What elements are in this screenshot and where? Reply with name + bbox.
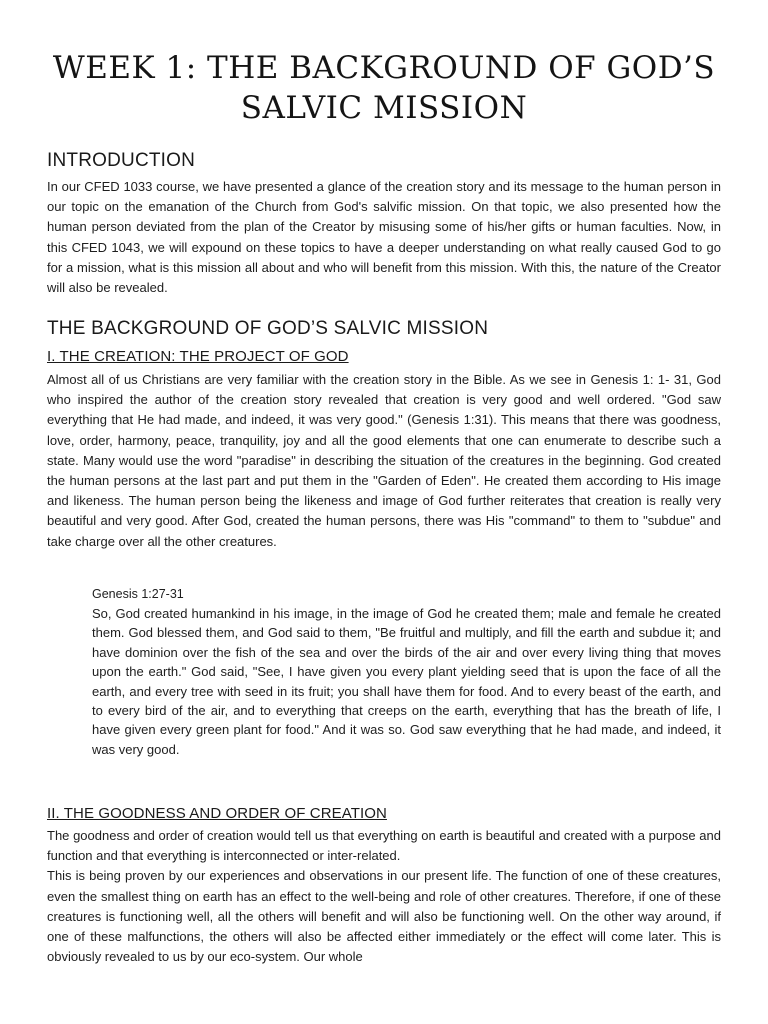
goodness-text-2: This is being proven by our experiences and observations in our present life. The function of one of these creatures, even the smallest thing on earth has an effect to the well-being and role of other creatures. Therefore, if one of these creatures is functioning well, all the others will benefit and will also be functioning well. On the other way around, if one of these malfunctions, the others will also be affected either immediately or the effect will come later. This is obviously revealed to us by our eco-system. Our whole [47,868,721,965]
creation-paragraph: Almost all of us Christians are very familiar with the creation story in the Bible. As we see in Genesis 1: 1- 31, God who inspired the author of the creation story revealed that creation is very good and well ordered. "God saw everything that He had made, and indeed, it was very good." (Genesis 1:31). This means that there was goodness, love, order, harmony, peace, tranquility, joy and all the good elements that one can enumerate to describe such a state. Many would use the word "paradise" in describing the situation of the creatures in the beginning. God created the human persons at the last part and put them in the "Garden of Eden". He created them according to His image and likeness. The human person being the likeness and image of God further reiterates that creation is really very beautiful and very good. After God, created the human persons, there was His "command" to them to "subdue" and take charge over all the other creatures. [47,372,721,549]
introduction-paragraph: In our CFED 1033 course, we have presented a glance of the creation story and its message to the human person in our topic on the emanation of the Church from God's salvific mission. On that topic, we also presented how the human person deviated from the plan of the Creator by misusing some of his/her gifts or human faculties. Now, in this CFED 1043, we will expound on these topics to have a deeper understanding on what really caused God to go for a mission, what is this mission all about and who will benefit from this mission. With this, the nature of the Creator will also be revealed. [47,179,721,296]
page-title: WEEK 1: THE BACKGROUND OF GOD’S SALVIC MISSION [52,50,716,126]
introduction-heading: INTRODUCTION [47,150,196,171]
scripture-reference: Genesis 1:27-31 [92,587,184,601]
goodness-text-1: The goodness and order of creation would tell us that everything on earth is beautiful and created with a purpose and function and that everything is interconnected or inter-related. [47,828,721,864]
goodness-paragraph [47,826,721,967]
creation-subheading: I. THE CREATION: THE PROJECT OF GOD [47,348,349,365]
section-heading: THE BACKGROUND OF GOD’S SALVIC MISSION [47,318,489,339]
scripture-quote: So, God created humankind in his image, in the image of God he created them; male and female he created them. God blessed them, and God said to them, "Be fruitful and multiply, and fill the earth and subdue it; and have dominion over the fish of the sea and over the birds of the air and over every living thing that moves upon the earth." God said, "See, I have given you every plant yielding seed that is upon the face of all the earth, and every tree with seed in its fruit; you shall have them for food. And to every beast of the earth, and to every bird of the air, and to everything that creeps on the earth, everything that has the breath of life, I have given every green plant for food." And it was so. God saw everything that he had made, and indeed, it was very good. [92,606,721,757]
goodness-subheading: II. THE GOODNESS AND ORDER OF CREATION [47,805,387,822]
